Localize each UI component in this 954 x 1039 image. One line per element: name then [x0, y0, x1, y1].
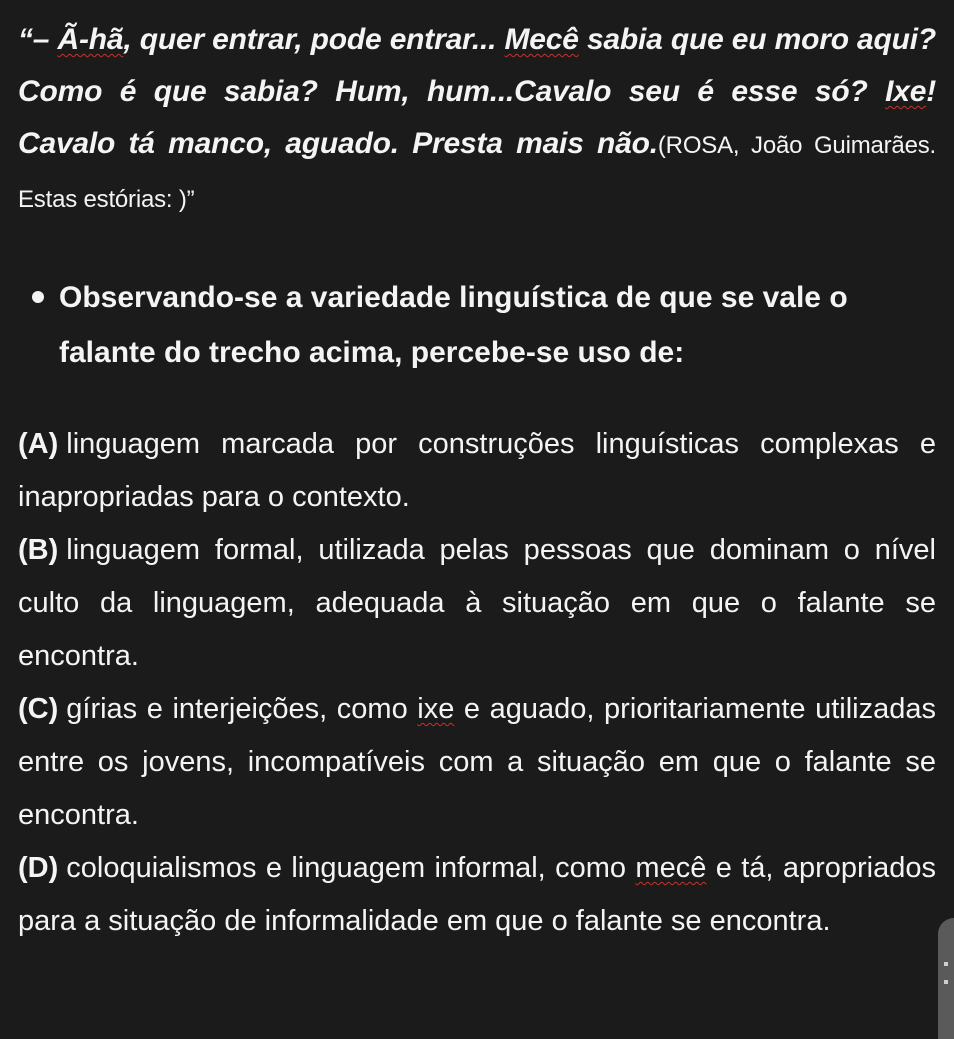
quote-word-misspelled: Ã-hã — [57, 23, 124, 56]
answer-options — [18, 418, 936, 948]
option-word-misspelled: mecê — [635, 852, 707, 884]
option-d — [18, 842, 936, 948]
quote-text-4: ! Cavalo tá manco, aguado. Presta mais não. — [18, 75, 936, 160]
option-text-post: e tá, apropriados para a situação de informalidade em que o falante se encontra. — [18, 852, 937, 937]
option-text: linguagem formal, utilizada pelas pessoas que dominam o nível culto da linguagem, adequada à situação em que o falante se encontra. — [18, 534, 936, 672]
quote-word-misspelled: Mecê — [504, 23, 579, 56]
option-letter: (C) — [18, 693, 59, 725]
quote-text-3: sabia que eu moro aqui? Como é que sabia? Hum, hum...Cavalo seu é esse só? — [18, 23, 937, 108]
quote-excerpt — [18, 14, 936, 226]
option-b — [18, 524, 936, 683]
option-letter: (D) — [18, 852, 59, 884]
question — [18, 270, 936, 380]
question-text: Observando-se a variedade linguística de que se vale o falante do trecho acima, percebe-se uso de: — [59, 281, 848, 369]
option-text: linguagem marcada por construções linguísticas complexas e inapropriadas para o contexto. — [18, 428, 936, 513]
quote-text-2: , quer entrar, pode entrar... — [123, 23, 505, 56]
option-text-post: e aguado, prioritariamente utilizadas entre os jovens, incompatíveis com a situação em que o falante se encontra. — [18, 693, 936, 831]
option-c — [18, 683, 936, 842]
quote-word-misspelled: Ixe — [885, 75, 927, 108]
quote-text-1: “– — [18, 23, 58, 56]
option-letter: (B) — [18, 534, 59, 566]
option-a — [18, 418, 936, 524]
quote-source: (ROSA, João Guimarães. Estas estórias: )” — [18, 132, 936, 213]
bullet-icon — [18, 270, 54, 380]
option-word-misspelled: ixe — [417, 693, 455, 725]
option-letter: (A) — [18, 428, 59, 460]
option-text-pre: gírias e interjeições, como — [66, 693, 418, 725]
scrollbar-thumb[interactable] — [938, 918, 954, 1039]
option-text-pre: coloquialismos e linguagem informal, como — [66, 852, 636, 884]
